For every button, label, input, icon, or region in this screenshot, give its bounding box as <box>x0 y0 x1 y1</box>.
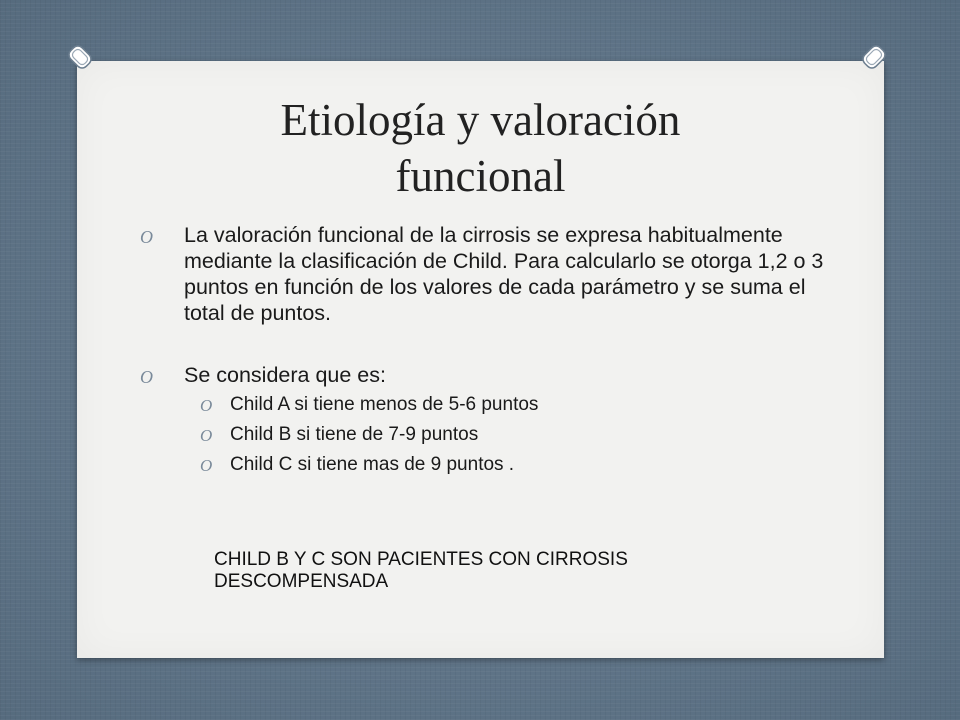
bullet-marker-icon: O <box>200 456 213 475</box>
sub-bullet-item <box>140 450 840 480</box>
conclusion-note <box>214 549 774 593</box>
sub-bullet-item <box>140 390 840 420</box>
bullet-text: La valoración funcional de la cirrosis se expresa habitualmente mediante la clasificación de Child. Para calcularlo se otorga 1,2 o 3 puntos en función de los valores de cada parámetro y se suma el total de puntos. <box>184 223 824 325</box>
pushpin-icon <box>63 40 97 74</box>
sub-bullet-text: Child A si tiene menos de 5-6 puntos <box>230 394 539 415</box>
conclusion-note-line: CHILD B Y C SON PACIENTES CON CIRROSIS <box>214 549 628 570</box>
bullet-marker-icon: O <box>140 227 153 247</box>
sub-bullet-item <box>140 420 840 450</box>
bullet-marker-icon: O <box>200 426 213 445</box>
conclusion-note-line: DESCOMPENSADA <box>214 571 389 592</box>
bullet-marker-icon: O <box>140 367 153 387</box>
slide-title-line: funcional <box>395 151 566 201</box>
bullet-marker-icon: O <box>200 396 213 415</box>
slide-body <box>140 222 840 480</box>
slide-title-line: Etiología y valoración <box>280 95 681 145</box>
slide-title <box>77 92 884 204</box>
bullet-item <box>140 222 840 326</box>
sub-bullet-text: Child C si tiene mas de 9 puntos . <box>230 454 515 475</box>
bullet-text: Se considera que es: <box>184 363 386 387</box>
pushpin-icon <box>857 40 891 74</box>
bullet-item <box>140 362 840 388</box>
sub-bullet-text: Child B si tiene de 7-9 puntos <box>230 424 479 445</box>
